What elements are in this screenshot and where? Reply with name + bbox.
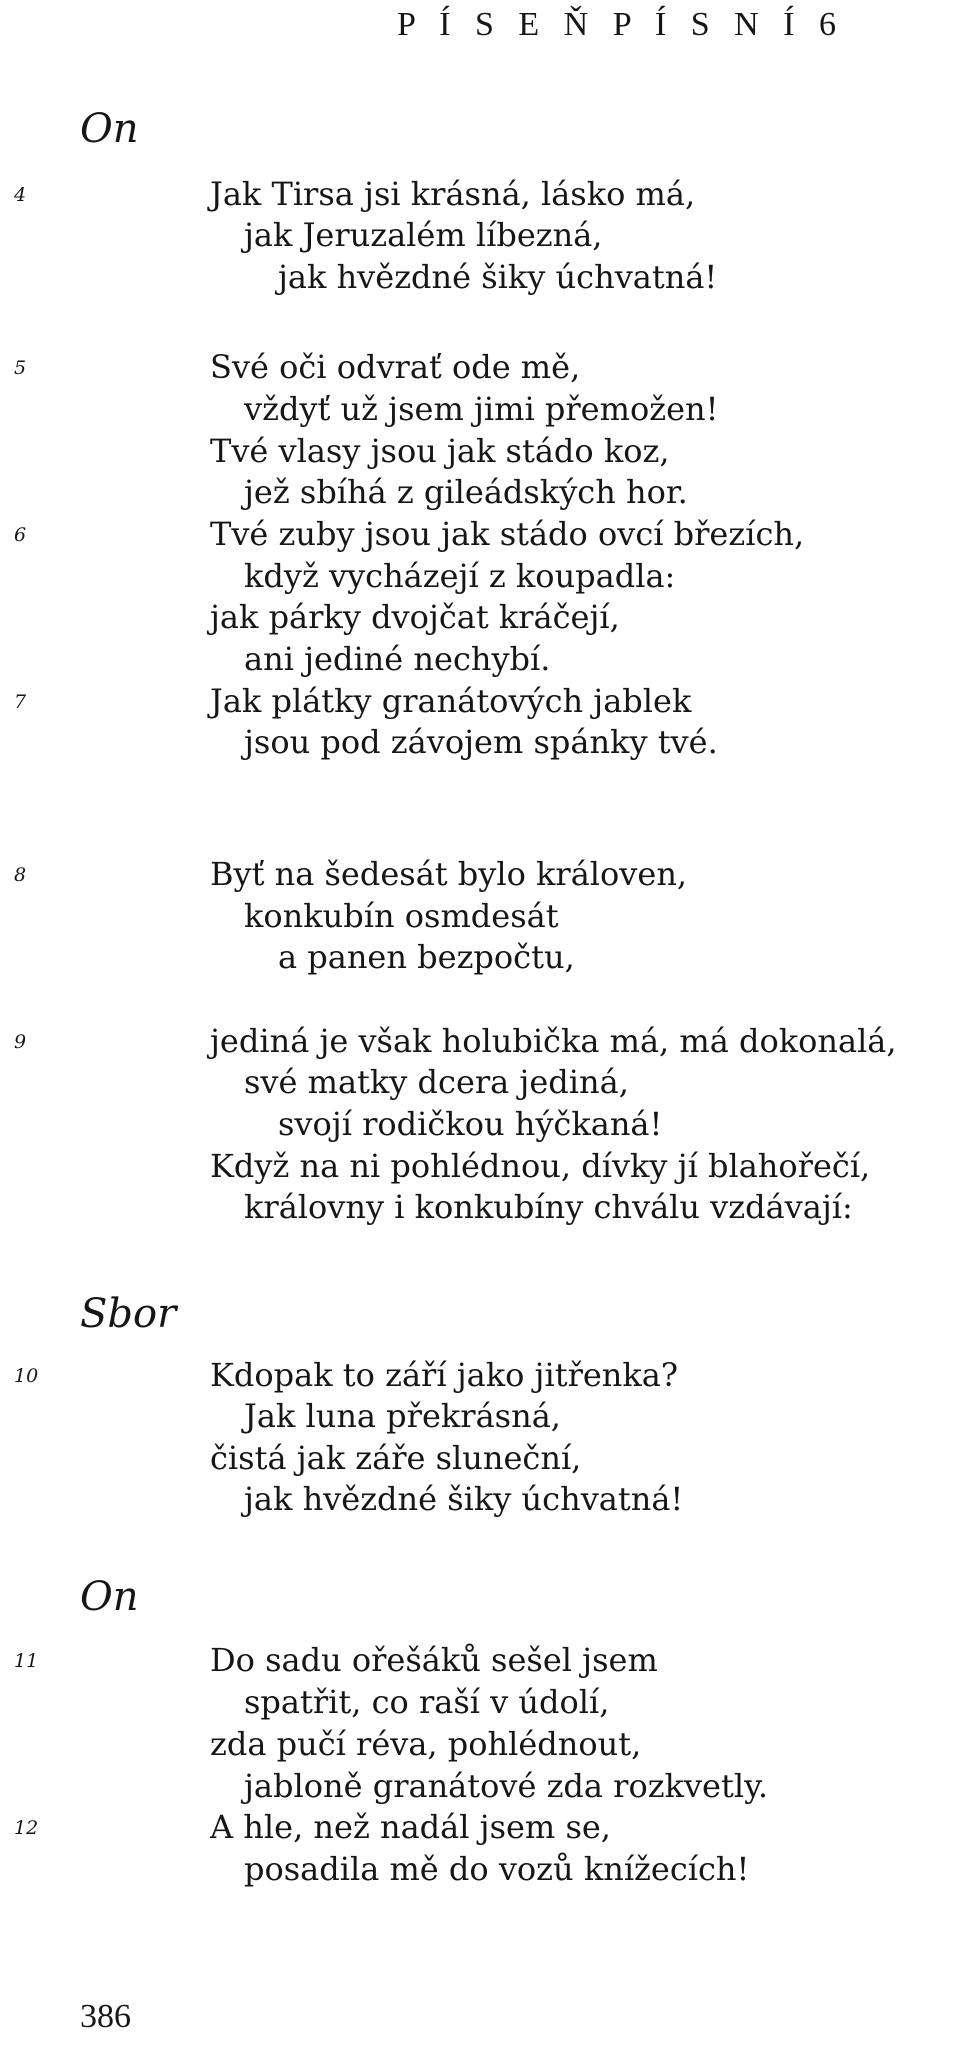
poem-line: Do sadu ořešáků sešel jsem <box>210 1641 658 1679</box>
poem-line: jak Jeruzalém líbezná, <box>244 216 603 254</box>
speaker-label: On <box>80 1574 139 1620</box>
speaker-label: On <box>80 106 139 152</box>
poem-line: Byť na šedesát bylo královen, <box>210 855 688 893</box>
verse-number: 5 <box>14 357 27 379</box>
poem-line: jež sbíhá z gileádských hor. <box>244 473 688 511</box>
poem-line: Své oči odvrať ode mě, <box>210 348 581 386</box>
verse-number: 4 <box>14 184 27 206</box>
poem-line: Jak Tirsa jsi krásná, lásko má, <box>210 175 696 213</box>
poem-line: Jak luna překrásná, <box>244 1397 561 1435</box>
poem-line: spatřit, co raší v údolí, <box>244 1683 610 1721</box>
poem-line: svojí rodičkou hýčkaná! <box>278 1105 663 1143</box>
poem-line: posadila mě do vozů knížecích! <box>244 1850 750 1888</box>
speaker-label: Sbor <box>80 1291 177 1337</box>
poem-line: konkubín osmdesát <box>244 897 559 935</box>
poem-line: vždyť už jsem jimi přemožen! <box>244 390 719 428</box>
poem-line: ani jediné nechybí. <box>244 640 551 678</box>
poem-line: Tvé vlasy jsou jak stádo koz, <box>210 432 670 470</box>
poem-line: čistá jak záře sluneční, <box>210 1439 582 1477</box>
verse-number: 8 <box>14 864 27 886</box>
running-header: P Í S E Ň P Í S N Í 6 <box>397 6 844 43</box>
poem-line: Když na ni pohlédnou, dívky jí blahořečí, <box>210 1147 871 1185</box>
poem-line: a panen bezpočtu, <box>278 938 575 976</box>
poem-line: Kdopak to září jako jitřenka? <box>210 1356 679 1394</box>
poem-line: královny i konkubíny chválu vzdávají: <box>244 1188 853 1226</box>
verse-number: 7 <box>14 691 27 713</box>
poem-line: jsou pod závojem spánky tvé. <box>244 723 718 761</box>
poem-line: Tvé zuby jsou jak stádo ovcí březích, <box>210 515 805 553</box>
poem-line: Jak plátky granátových jablek <box>210 682 692 720</box>
poem-line: jak hvězdné šiky úchvatná! <box>244 1480 684 1518</box>
verse-number: 9 <box>14 1031 27 1053</box>
poem-line: A hle, než nadál jsem se, <box>210 1808 611 1846</box>
poem-line: jak hvězdné šiky úchvatná! <box>278 258 718 296</box>
verse-number: 6 <box>14 524 27 546</box>
poem-line: jabloně granátové zda rozkvetly. <box>244 1767 769 1805</box>
poem-line: jak párky dvojčat kráčejí, <box>210 598 620 636</box>
poem-line: když vycházejí z koupadla: <box>244 557 676 595</box>
verse-number: 11 <box>14 1650 39 1672</box>
poem-line: své matky dcera jediná, <box>244 1063 629 1101</box>
poem-line: zda pučí réva, pohlédnout, <box>210 1725 642 1763</box>
poem-line: jediná je však holubička má, má dokonalá, <box>210 1022 897 1060</box>
verse-number: 12 <box>14 1817 39 1839</box>
verse-number: 10 <box>14 1365 39 1387</box>
page-number: 386 <box>80 1998 131 2035</box>
